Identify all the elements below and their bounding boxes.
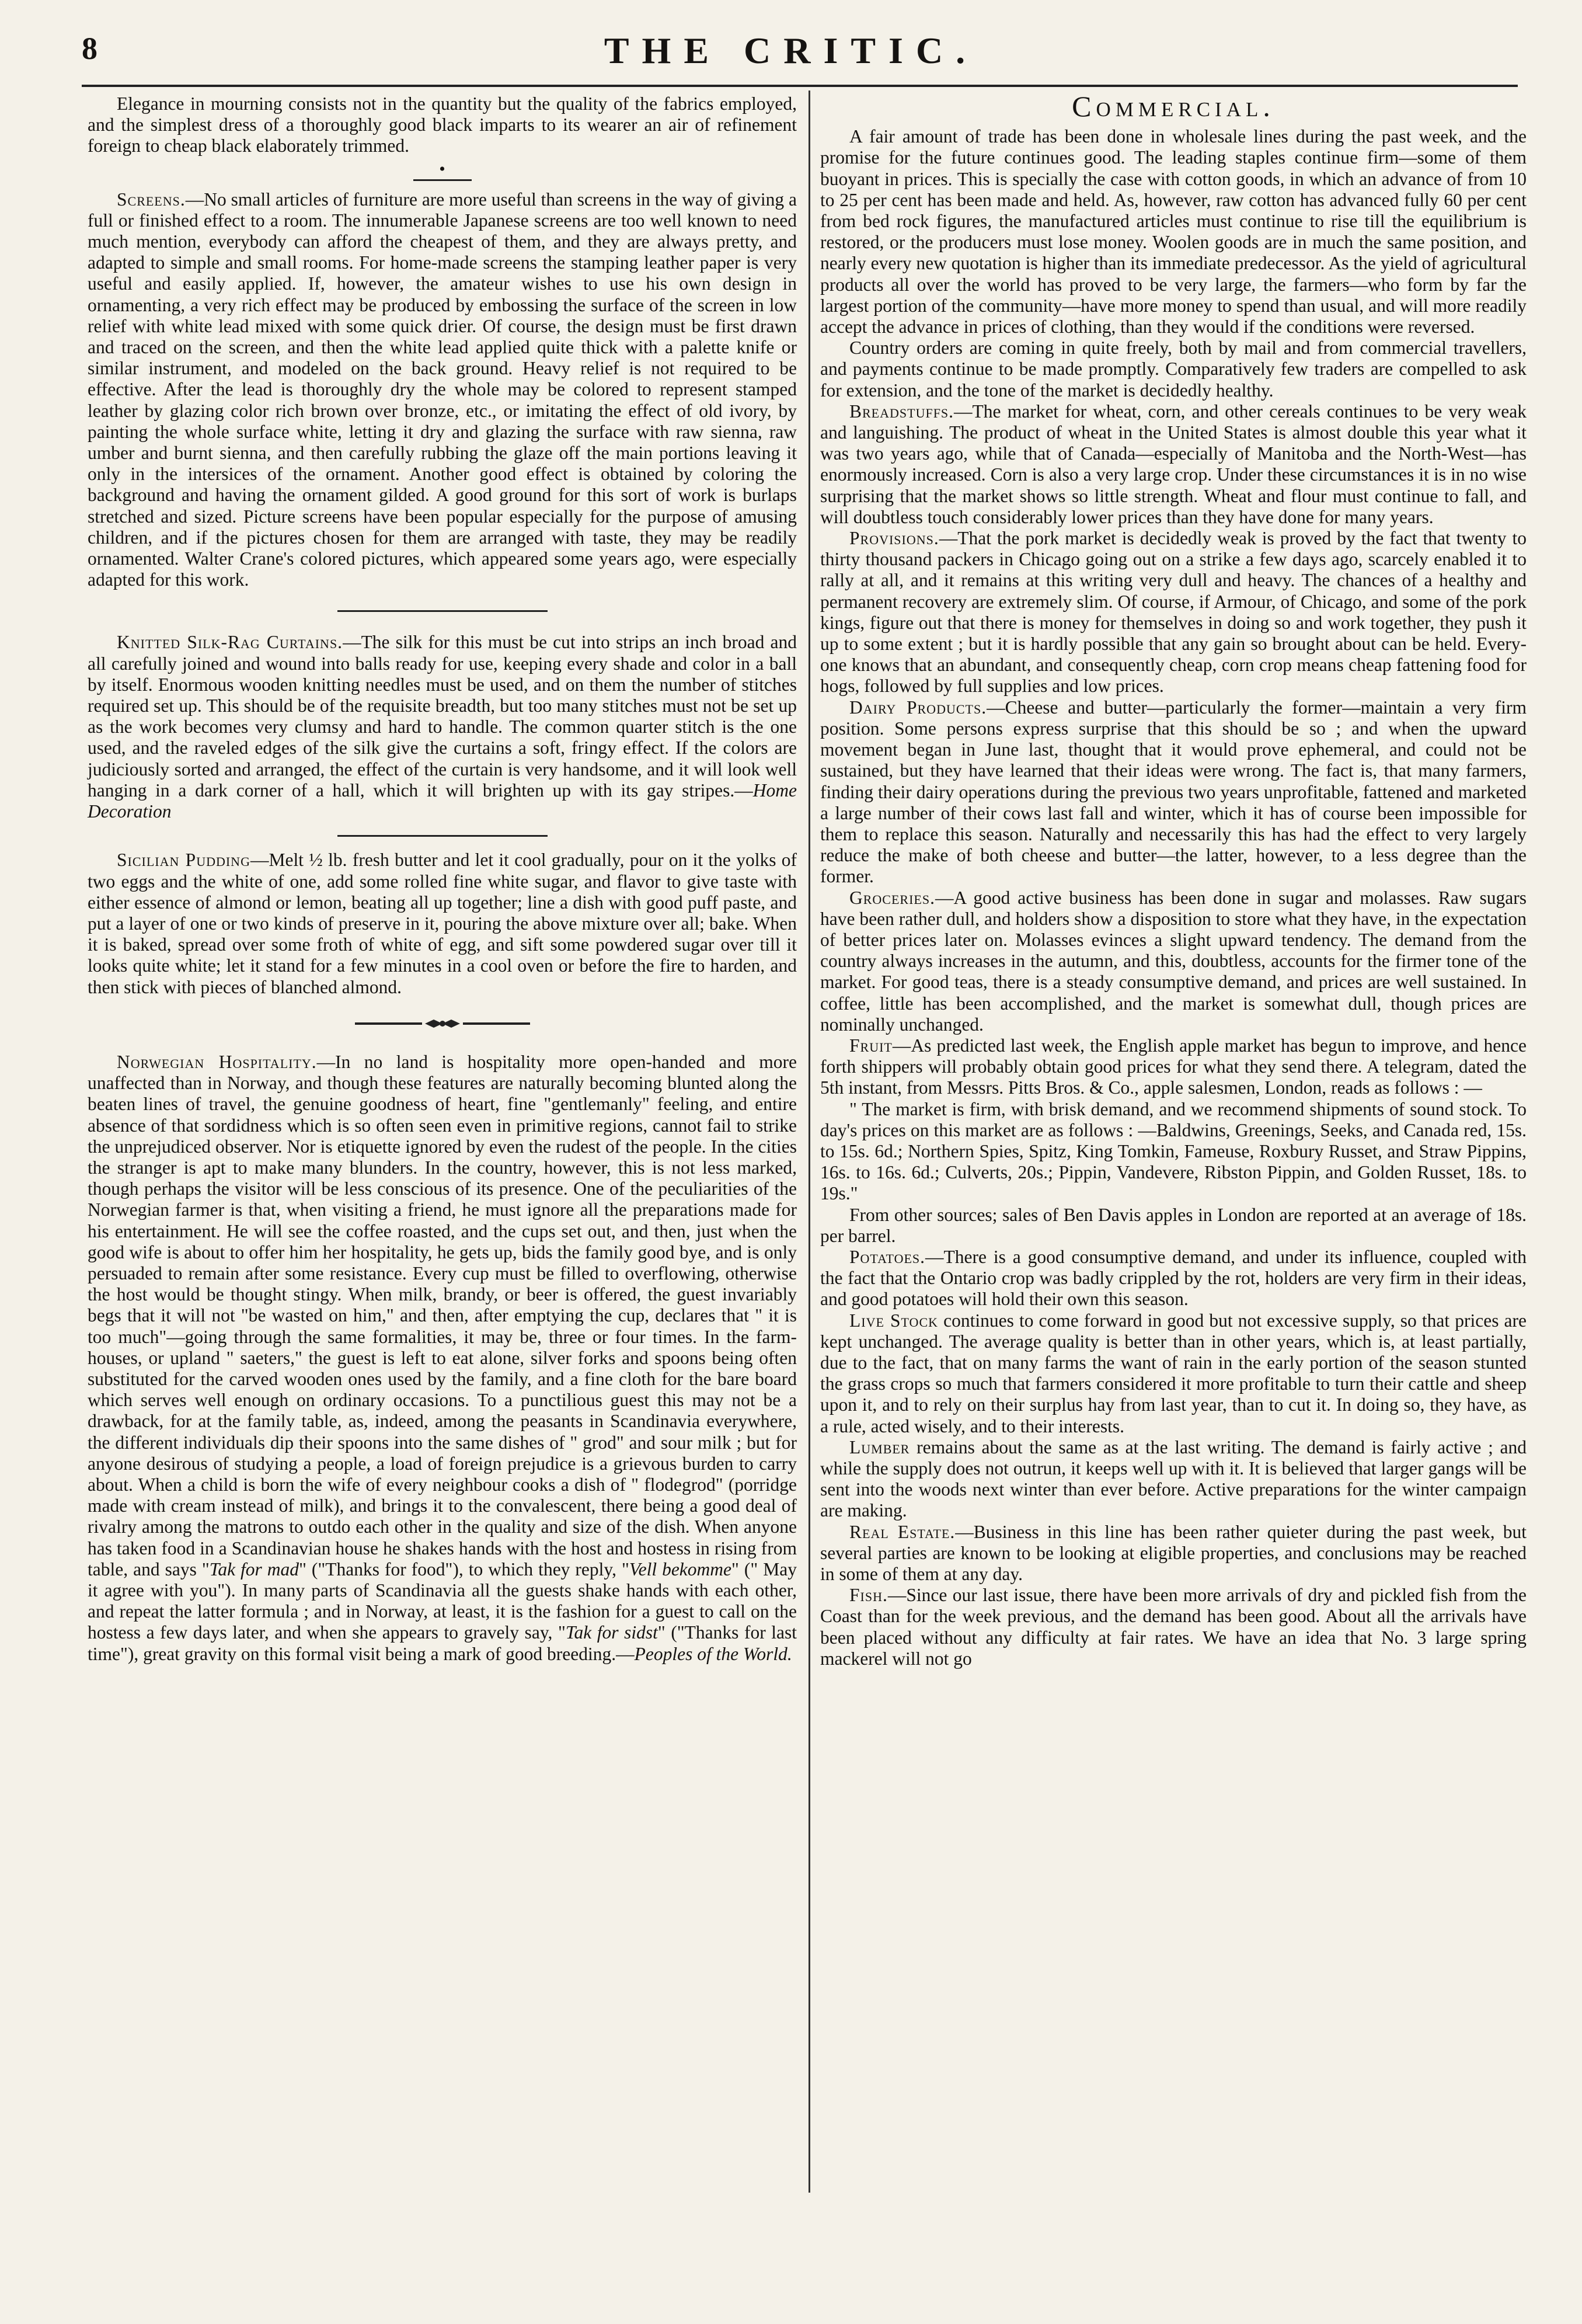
- masthead: THE CRITIC.: [604, 30, 978, 71]
- lumber-text: remains about the same as at the last writing. The demand is fairly active ; and while the supply does not outrun, it keeps well up with it. It is believed that larger gangs will be sent into the woods next winter than ever before. Active preparations for the winter campaign are making.: [820, 1436, 1527, 1521]
- market-breadstuffs: [820, 401, 1527, 528]
- market-lumber: [820, 1437, 1527, 1522]
- fruit-telegram-quote: " The market is firm, with brisk demand, and we recommend shipments of sound stock. To day's prices on this market are as follows : —Baldwins, Greenings, Seeks, and Canada red, 15s. to 15s. 6d.; Northern Spies, Spitz, King Tomkin, Fameuse, Roxbury Russet, and Straw Pippins, 16s. to 16s. 6d.; Culverts, 20s.; Pippin, Vandevere, Ribston Pippin, and Golden Russet, 18s. to 19s.": [820, 1098, 1527, 1204]
- heading-sicilian-pudding: Sicilian Pudding: [117, 850, 250, 871]
- norwegian-source: Peoples of the World.: [634, 1643, 792, 1664]
- heading-fish: Fish.: [849, 1585, 888, 1606]
- header-rule: [82, 85, 1518, 87]
- ornamental-divider: [88, 1013, 797, 1034]
- knitted-source: Home Decoration: [88, 780, 797, 822]
- norwegian-phrase: Tak for mad: [209, 1558, 299, 1580]
- heading-norwegian-hospitality: Norwegian Hospitality.: [117, 1051, 317, 1072]
- fish-text: —Since our last issue, there have been more arrivals of dry and pickled fish from the Coast than for the week previous, and the demand has been good. About all the arrivals have been placed without any difficulty at fair rates. We have an idea that No. 3 large spring mackerel will not go: [820, 1585, 1527, 1669]
- article-knitted-curtains: [88, 632, 797, 822]
- article-norwegian-hospitality: [88, 1052, 797, 1665]
- short-divider: [413, 179, 472, 181]
- fruit-other-sources: From other sources; sales of Ben Davis apples in London are reported at an average of 18s. per barrel.: [820, 1204, 1527, 1246]
- heading-live-stock: Live Stock: [849, 1310, 939, 1331]
- market-provisions: [820, 528, 1527, 697]
- article-sicilian-pudding: [88, 850, 797, 997]
- sicilian-text: —Melt ½ lb. fresh butter and let it cool gradually, pour on it the yolks of two eggs and the white of one, add some rolled fine white sugar, and flavor to give taste with either essence of almond or lemon, beating all up together; line a dish with good puff paste, and put a layer of one or two kinds of preserve in it, pouring the above mixture over all; bake. When it is baked, spread over some froth of white of egg, and sift some powdered sugar over till it looks quite white; let it stand for a few minutes in a cool oven or before the fire to harden, and then stick with pieces of blanched almond.: [88, 850, 797, 997]
- screens-text: —No small articles of furniture are more useful than screens in the way of giving a full or finished effect to a room. The innumerable Japanese screens are too well known to need much mention, everybody can afford the cheapest of them, and they are always pretty, and adapted to simple and small rooms. For home-made screens the stamping leather paper is very useful and easily applied. If, however, the amateur wishes to use his own design in ornamenting, a very rich effect may be produced by embossing the surface of the screen in low relief with white lead mixed with some quick drier. Of course, the design must be first drawn and traced on the screen, and then the white lead applied quite thick with a palette knife or similar instrument, and modeled on the back ground. Heavy relief is not required to be effective. After the lead is thoroughly dry the whole may be colored to represent stamped leather by glazing color rich brown over bronze, etc., or imitating the effect of old ivory, by painting the whole surface white, letting it dry and glazing the surface with raw sienna, raw umber and burnt sienna, and then carefully rubbing the glaze off the main portions leaving it only in the intersices of the ornament. Another good effect is obtained by coloring the background and having the ornament gilded. A good ground for this sort of work is burlaps stretched and sized. Picture screens have been popular especially for the purpose of amusing children, and if the pictures chosen for them are arranged with taste, they may be readily ornamented. Walter Crane's colored pictures, which appeared some years ago, were especially adapted for this work.: [88, 189, 797, 590]
- norwegian-text: —In no land is hospitality more open-handed and more unaffected than in Norway, and though these features are naturally becoming blunted along the beaten lines of travel, the genuine goodness of heart, fine "gentlemanly" feeling, and entire absence of that sordidness which is so often seen even in primitive regions, cannot fail to strike the unprejudiced observer. Nor is etiquette ignored by even the rudest of the people. In the cities the stranger is apt to make many blunders. In the country, however, this is not less marked, though perhaps the visitor will be less conscious of its presence. One of the peculiarities of the Norwegian farmer is that, when visiting a friend, he must ignore all the preparations made for his entertainment. He will see the coffee roasted, and the cups set out, and then, just when the good wife is about to offer him her hospitality, he gets up, bids the family good bye, and is only persuaded to remain after some resistance. Every cup must be filled to overflowing, otherwise the host would be thought stingy. When milk, brandy, or beer is offered, the guest invariably begs that it will not "be wasted on him," and then, after emptying the cup, declares that " it is too much"—going through the same formalities, it may be, three or four times. In the farm-houses, or upland " saeters," the guest is left to eat alone, silver forks and spoons being often substituted for the carved wooden ones used by the family, and a fine cloth for the bare board which serves well enough on ordinary occasions. To a punctilious guest this may not be a drawback, for at the family table, as, indeed, among the peasants in Scandinavia everywhere, the different individuals dip their spoons into the same dishes of " grod" and sour milk ; but for anyone desirous of studying a people, a load of foreign prejudice is a grievous burden to carry about. When a child is born the wife of every neighbour cooks a dish of " flodegrod" (porridge made with cream instead of milk), and brings it to the convalescent, there being a good deal of rivalry among the matrons to outdo each other in the quality and size of the dish. When anyone has taken food in a Scandinavian house he shakes hands with the host and hostess in rising from table, and says ": [88, 1051, 797, 1580]
- heading-groceries: Groceries.: [849, 887, 935, 908]
- knitted-text: —The silk for this must be cut into strips an inch broad and all carefully joined and wound into balls ready for use, keeping every shade and color in a ball by itself. Enormous wooden knitting needles must be used, and on them the number of stitches required set up. This should be of the requisite breadth, but too many stitches must not be set up as the work becomes very clumsy and hard to handle. The common quarter stitch is the one used, and the raveled edges of the silk give the curtains a soft, fringy effect. If the colors are judiciously sorted and arranged, the effect of the curtain is very handsome, and it will look well hanging in a dark corner of a hall, which it will brighten up with its gay stripes.—: [88, 632, 797, 801]
- right-column: [820, 90, 1527, 1669]
- market-real-estate: [820, 1522, 1527, 1585]
- fruit-text: —As predicted last week, the English apple market has begun to improve, and hence forth shippers will probably obtain good prices for what they send there. A telegram, dated the 5th instant, from Messrs. Pitts Bros. & Co., apple salesmen, London, reads as follows : —: [820, 1035, 1527, 1098]
- heading-provisions: Provisions.: [849, 528, 939, 549]
- market-groceries: [820, 888, 1527, 1035]
- market-dairy: [820, 697, 1527, 888]
- norwegian-text: " ("Thanks for last time"), great gravity on this formal visit being a mark of good breeding.—: [88, 1622, 797, 1664]
- norwegian-phrase: Tak for sidst: [565, 1622, 658, 1643]
- groceries-text: —A good active business has been done in sugar and molasses. Raw sugars have been rather dull, and holders show a disposition to store what they have, in the expectation of better prices later on. Molasses evinces a slight upward tendency. The demand from the country always increases in the autumn, and this, doubtless, accounts for the firmer tone of the market. For good teas, there is a steady consumptive demand, and prices are well sustained. In coffee, little has been accomplished, and the market is somewhat dull, though prices are nominally unchanged.: [820, 887, 1527, 1035]
- dairy-text: —Cheese and butter—particularly the former—maintain a very firm position. Some persons express surprise that this should be so ; and when the upward movement began in June last, thought that it would prove ephemeral, and could not be sustained, but they have learned that their ideas were wrong. The fact is, that many farmers, finding their dairy operations during the previous two years unprofitable, fattened and marketed a large number of their cows last fall and winter, which it has of course been impossible for them to replace this season. Naturally and necessarily this has had the effect to very largely reduce the make of both cheese and butter—the latter, however, to a less degree than the former.: [820, 697, 1527, 887]
- divider-rule: [337, 835, 548, 837]
- heading-fruit: Fruit: [849, 1035, 893, 1056]
- heading-knitted-curtains: Knitted Silk-Rag Curtains.: [117, 632, 343, 653]
- heading-dairy: Dairy Products.: [849, 697, 987, 718]
- breadstuffs-text: —The market for wheat, corn, and other cereals continues to be very weak and languishing. The product of wheat in the United States is almost double this year what it was two years ago, while that of Canada—especially of Manitoba and the North-West—has enormously increased. Corn is also a very large crop. Under these circumstances it is in no wise surprising that the market shows so little strength. Wheat and flour must continue to fall, and will doubtless touch considerably lower prices than they have done for many years.: [820, 401, 1527, 527]
- market-potatoes: [820, 1247, 1527, 1310]
- heading-potatoes: Potatoes.: [849, 1246, 926, 1267]
- market-live-stock: [820, 1310, 1527, 1437]
- divider-rule: [337, 610, 548, 612]
- real-estate-text: —Business in this line has been rather quieter during the past week, but several parties are known to be looking at eligible properties, and conclusions may be reached in some of them at any day.: [820, 1521, 1527, 1585]
- norwegian-text: " ("Thanks for food"), to which they reply, ": [299, 1558, 629, 1580]
- potatoes-text: —There is a good consumptive demand, and under its influence, coupled with the fact that the Ontario crop was badly crippled by the rot, holders are very firm in their ideas, and good potatoes will hold their own this season.: [820, 1246, 1527, 1310]
- ornament-icon: [355, 1018, 530, 1029]
- heading-real-estate: Real Estate.: [849, 1521, 956, 1542]
- commercial-intro: A fair amount of trade has been done in wholesale lines during the past week, and the promise for the future continues good. The leading staples continue firm—some of them buoyant in prices. This is specially the case with cotton goods, in which an advance of from 10 to 25 per cent has been made and held. As, however, raw cotton has advanced fully 60 per cent from bed rock figures, the manufactured articles must continue to rise till the equilibrium is restored, or the producers must lose money. Woolen goods are in much the same position, and nearly every new quotation is higher than its immediate predecessor. As the yield of agricultural products all over the world has proved to be very large, the farmers—who form by far the largest portion of the community—have more money to spend than usual, and will more readily accept the advance in prices of clothing, than they would if the conditions were reversed.: [820, 126, 1527, 338]
- norwegian-text: " (" May it agree with you"). In many parts of Scandinavia all the guests shake hands with each other, and repeat the latter formula ; and in Norway, at least, it is the fashion for a guest to call on the hostess a few days later, and when she appears to gravely say, ": [88, 1558, 797, 1643]
- provisions-text: —That the pork market is decidedly weak is proved by the fact that twenty to thirty thousand packers in Chicago going out on a strike a few days ago, scarcely enabled it to rally at all, and it remains at this writing very dull and heavy. The chances of a healthy and permanent recovery are extremely slim. Of course, if Armour, of Chicago, and some of the pork kings, figure out that there is money for themselves in doing so and work together, they push it up to some extent ; but it is hardly possible that any gain so brought about can be held. Every-one knows that an abundant, and consequently cheap, corn crop means cheap fattening food for hogs, followed by full supplies and low prices.: [820, 528, 1527, 697]
- market-fruit: [820, 1035, 1527, 1099]
- market-fish: [820, 1585, 1527, 1669]
- article-screens: [88, 189, 797, 591]
- left-column: [88, 93, 797, 1665]
- bullet-ornament: •: [439, 159, 445, 179]
- heading-lumber: Lumber: [849, 1436, 910, 1457]
- live-stock-text: continues to come forward in good but not excessive supply, so that prices are kept unchanged. The average quality is better than in other years, which is, at least partially, due to the fact, that on many farms the want of rain in the early portion of the season stunted the grass crops so much that farmers considered it more profitable to turn their cattle and sheep upon it, and to rely on their surplus hay from last year, than to cut it. In doing so, they have, as a rule, acted wisely, and to their interests.: [820, 1310, 1527, 1436]
- heading-breadstuffs: Breadstuffs.: [849, 401, 954, 422]
- commercial-country-orders: Country orders are coming in quite freely, both by mail and from commercial travellers, and payments continue to be made promptly. Comparatively few traders are compelled to ask for extension, and the tone of the market is decidedly healthy.: [820, 338, 1527, 401]
- column-rule: [809, 91, 810, 2193]
- article-elegance: Elegance in mourning consists not in the quantity but the quality of the fabrics employed, and the simplest dress of a thoroughly good black imparts to its wearer an air of refinement foreign to cheap black elaborately trimmed.: [88, 93, 797, 156]
- norwegian-phrase: Vell bekomme: [629, 1558, 732, 1580]
- commercial-heading: Commercial.: [1072, 90, 1275, 123]
- heading-screens: Screens.: [117, 189, 186, 210]
- page-number: 8: [82, 31, 97, 66]
